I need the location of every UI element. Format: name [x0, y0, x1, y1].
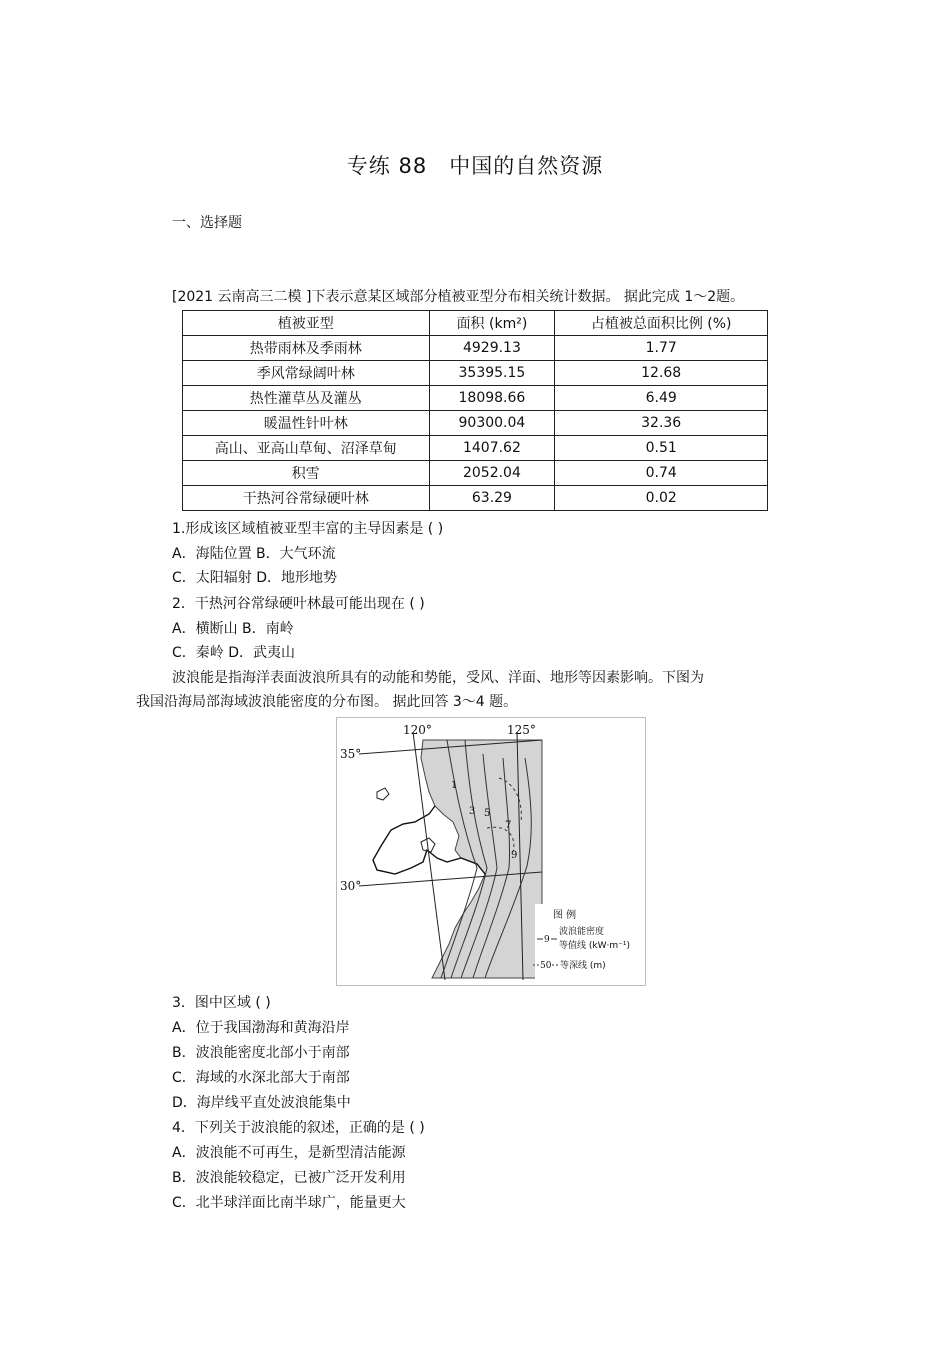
- legend-depth-value: 50: [540, 961, 552, 971]
- table-cell: 63.29: [429, 486, 555, 511]
- question-1-options-cd: C．太阳辐射 D．地形地势: [172, 570, 338, 586]
- isoline-label: 3: [469, 806, 476, 817]
- table-cell: 6.49: [555, 386, 768, 411]
- table-cell: 暖温性针叶林: [183, 411, 430, 436]
- lon-label-120: 120°: [403, 723, 432, 737]
- legend-wave-label-1: 波浪能密度: [559, 927, 605, 937]
- lon-label-125: 125°: [507, 723, 536, 737]
- table-cell: 热带雨林及季雨林: [183, 336, 430, 361]
- table-cell: 1.77: [555, 336, 768, 361]
- question-3-option-c: C．海域的水深北部大于南部: [172, 1070, 350, 1086]
- isoline-label: 9: [511, 850, 518, 861]
- table-cell: 季风常绿阔叶林: [183, 361, 430, 386]
- section-heading: 一、选择题: [172, 215, 242, 231]
- vegetation-table: [182, 310, 768, 511]
- question-4-option-b: B．波浪能较稳定，已被广泛开发利用: [172, 1170, 406, 1186]
- legend-depth-label: 等深线 (m): [560, 961, 606, 971]
- question-4-stem: 4．下列关于波浪能的叙述，正确的是 ( ): [172, 1120, 425, 1136]
- isoline-label: 5: [484, 808, 491, 819]
- table-cell: 干热河谷常绿硬叶林: [183, 486, 430, 511]
- table-cell: 1407.62: [429, 436, 555, 461]
- table-cell: 12.68: [555, 361, 768, 386]
- lat-label-30: 30°: [340, 879, 362, 893]
- question-4-option-a: A．波浪能不可再生，是新型清洁能源: [172, 1145, 406, 1161]
- page-title: 专练 88 中国的自然资源: [346, 154, 604, 178]
- table-header-cell: 面积 (km²): [429, 311, 555, 336]
- table-cell: 18098.66: [429, 386, 555, 411]
- table-row: [183, 486, 768, 511]
- table-cell: 4929.13: [429, 336, 555, 361]
- table-cell: 32.36: [555, 411, 768, 436]
- table-cell: 0.74: [555, 461, 768, 486]
- wave-energy-map: [336, 717, 646, 986]
- table-row: [183, 436, 768, 461]
- table-row: [183, 461, 768, 486]
- question-3-option-b: B．波浪能密度北部小于南部: [172, 1045, 350, 1061]
- isoline-label: 7: [505, 820, 512, 831]
- table-cell: 90300.04: [429, 411, 555, 436]
- table-cell: 2052.04: [429, 461, 555, 486]
- table-cell: 积雪: [183, 461, 430, 486]
- question-intro-3-4-line1: 波浪能是指海洋表面波浪所具有的动能和势能，受风、洋面、地形等因素影响。下图为: [172, 670, 704, 686]
- legend-wave-value: 9: [544, 935, 550, 945]
- question-2-stem: 2．干热河谷常绿硬叶林最可能出现在 ( ): [172, 596, 425, 612]
- table-header-cell: 占植被总面积比例 (%): [555, 311, 768, 336]
- table-row: [183, 336, 768, 361]
- question-2-options-cd: C．秦岭 D．武夷山: [172, 645, 296, 661]
- legend-title: 图 例: [553, 910, 577, 921]
- question-2-options-ab: A．横断山 B．南岭: [172, 621, 294, 637]
- table-cell: 0.51: [555, 436, 768, 461]
- question-intro-3-4-line2: 我国沿海局部海域波浪能密度的分布图。 据此回答 3～4 题。: [136, 694, 518, 710]
- table-header-cell: 植被亚型: [183, 311, 430, 336]
- question-4-option-c: C．北半球洋面比南半球广，能量更大: [172, 1195, 406, 1211]
- question-1-options-ab: A．海陆位置 B．大气环流: [172, 546, 336, 562]
- table-row: [183, 386, 768, 411]
- table-cell: 35395.15: [429, 361, 555, 386]
- table-cell: 热性灌草丛及灌丛: [183, 386, 430, 411]
- question-3-option-a: A．位于我国渤海和黄海沿岸: [172, 1020, 350, 1036]
- isoline-label: 1: [451, 780, 458, 791]
- legend-wave-label-2: 等值线 (kW·m⁻¹): [559, 941, 630, 951]
- question-3-stem: 3．图中区域 ( ): [172, 995, 271, 1011]
- table-header-row: [183, 311, 768, 336]
- lat-label-35: 35°: [340, 747, 362, 761]
- island: [377, 788, 389, 800]
- table-row: [183, 411, 768, 436]
- question-3-option-d: D．海岸线平直处波浪能集中: [172, 1095, 351, 1111]
- table-cell: 高山、亚高山草甸、沼泽草甸: [183, 436, 430, 461]
- table-row: [183, 361, 768, 386]
- question-1-stem: 1.形成该区域植被亚型丰富的主导因素是 ( ): [172, 521, 444, 537]
- table-cell: 0.02: [555, 486, 768, 511]
- question-intro-1-2: [2021 云南高三二模 ]下表示意某区域部分植被亚型分布相关统计数据。 据此完成 1～2题。: [172, 289, 745, 305]
